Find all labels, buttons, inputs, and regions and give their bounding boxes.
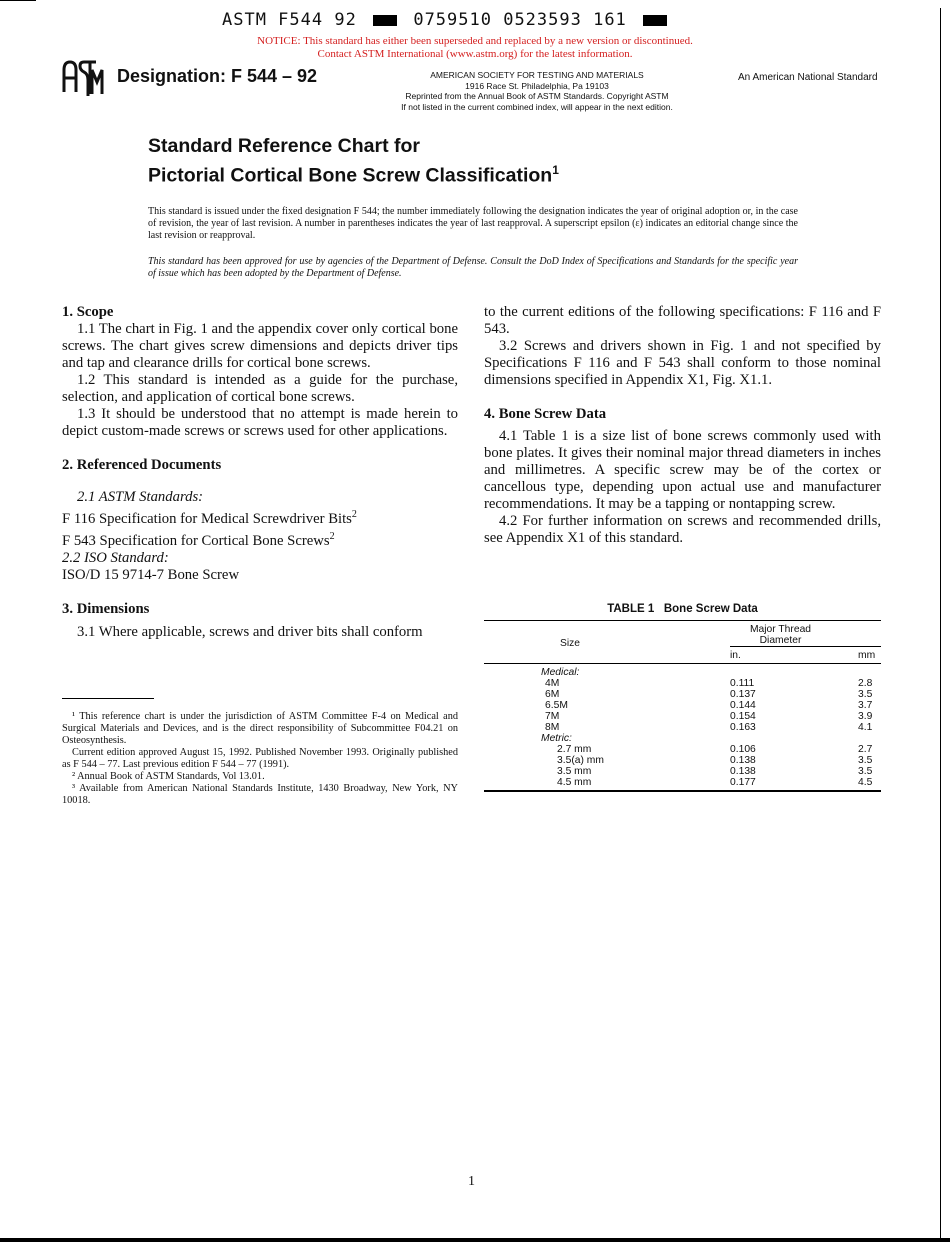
paragraph-4-2: 4.2 For further information on screws and recommended drills, see Appendix X1 of this standard. bbox=[484, 513, 881, 546]
redaction-block-1 bbox=[373, 15, 397, 26]
code-suffix: 0759510 0523593 161 bbox=[413, 10, 627, 30]
table-row bbox=[484, 777, 881, 791]
right-edge-rule bbox=[940, 8, 941, 1238]
paragraph-3-1-continued: to the current editions of the following specifications: F 116 and F 543. bbox=[484, 304, 881, 337]
section-heading-scope: 1. Scope bbox=[62, 304, 114, 320]
cell-size: 8M bbox=[545, 722, 560, 733]
table-header-row-1 bbox=[484, 621, 881, 647]
notice-banner bbox=[150, 35, 800, 61]
iso-standard-text: 2.2 ISO Standard: bbox=[62, 549, 169, 566]
table-row bbox=[484, 766, 881, 777]
section-heading-referenced: 2. Referenced Documents bbox=[62, 457, 222, 473]
footnote-3: ³ Available from American National Standards Institute, 1430 Broadway, New York, NY 10018. bbox=[62, 783, 458, 806]
document-title bbox=[148, 134, 559, 188]
cell-size: 3.5 mm bbox=[557, 766, 592, 777]
cell-in: 0.111 bbox=[730, 678, 755, 689]
top-edge-rule bbox=[0, 0, 36, 1]
column-header-size: Size bbox=[484, 621, 730, 664]
redaction-block-2 bbox=[643, 15, 667, 26]
footnote-1-edition: Current edition approved August 15, 1992. Published November 1993. Originally published as F 544 – 77. Last previous edition F 544 – 77 (1991). bbox=[62, 747, 458, 770]
document-code-line bbox=[222, 10, 672, 30]
reference-f116-sup: 2 bbox=[351, 509, 357, 520]
reference-f543-text: F 543 Specification for Cortical Bone Screws bbox=[62, 532, 330, 549]
publisher-line-4: If not listed in the current combined index, will appear in the next edition. bbox=[401, 101, 673, 112]
cell-mm: 4.5 bbox=[848, 777, 881, 791]
table-row bbox=[484, 711, 881, 722]
paragraph-4-1: 4.1 Table 1 is a size list of bone screws commonly used with bone plates. It gives their nominal major thread diameters in inches and millimetres. A specific screw may be of the cortex or cancellous type, depending upon actual use and manufacturer recommendations. It may be a tapping or nontapping screw. bbox=[484, 428, 881, 512]
cell-size: 3.5(a) mm bbox=[557, 755, 604, 766]
paragraph-1-2: 1.2 This standard is intended as a guide for the purchase, selection, and application of cortical bone screws. bbox=[62, 372, 458, 405]
footnote-2: ² Annual Book of ASTM Standards, Vol 13.01. bbox=[72, 771, 265, 782]
group-medical bbox=[484, 664, 881, 679]
bone-screw-table bbox=[484, 620, 881, 792]
cell-in: 0.144 bbox=[730, 700, 756, 711]
column-header-in: in. bbox=[730, 647, 848, 664]
american-national-standard-label: An American National Standard bbox=[738, 72, 878, 83]
notice-line-1: NOTICE: This standard has either been superseded and replaced by a new version or discontinued. bbox=[257, 35, 693, 47]
publisher-line-2: 1916 Race St. Philadelphia, Pa 19103 bbox=[465, 80, 609, 91]
cell-mm: 3.7 bbox=[858, 700, 873, 711]
code-prefix: ASTM F544 92 bbox=[222, 10, 357, 30]
title-line-1: Standard Reference Chart for bbox=[148, 135, 420, 157]
bottom-edge-rule bbox=[0, 1238, 950, 1242]
cell-in: 0.163 bbox=[730, 722, 756, 733]
cell-mm: 3.5 bbox=[858, 689, 873, 700]
table-title: TABLE 1 Bone Screw Data bbox=[607, 603, 758, 615]
table-row bbox=[484, 722, 881, 733]
table-row bbox=[484, 755, 881, 766]
intro-dod-note: This standard has been approved for use by agencies of the Department of Defense. Consult the DoD Index of Specifications and Standards for the specific year of issue which has been adopted by the Department of Defense. bbox=[148, 256, 798, 279]
title-line-2 bbox=[148, 158, 559, 188]
cell-mm: 3.5 bbox=[858, 755, 873, 766]
footnotes bbox=[62, 711, 458, 807]
cell-in: 0.138 bbox=[730, 755, 756, 766]
footnote-1: ¹ This reference chart is under the jurisdiction of ASTM Committee F-4 on Medical and Surgical Materials and Devices, and is the direct responsibility of Subcommittee F04.21 on Osteosynthesis. bbox=[62, 711, 458, 746]
page-number: 1 bbox=[468, 1174, 475, 1189]
reference-f116 bbox=[62, 506, 458, 528]
paragraph-1-1: 1.1 The chart in Fig. 1 and the appendix cover only cortical bone screws. The chart gives screw dimensions and depicts driver tips and tap and clearance drills for cortical bone screws. bbox=[62, 321, 458, 371]
reference-f543 bbox=[62, 528, 458, 550]
paragraph-3-2: 3.2 Screws and drivers shown in Fig. 1 and not specified by Specifications F 116 and F 543 shall conform to those nominal dimensions specified in Appendix X1, Fig. X1.1. bbox=[484, 338, 881, 388]
publisher-block bbox=[362, 70, 712, 112]
footnote-divider bbox=[62, 698, 154, 699]
title-line-2-text: Pictorial Cortical Bone Screw Classification bbox=[148, 164, 553, 187]
table-row bbox=[484, 700, 881, 711]
paragraph-3-1-start: 3.1 Where applicable, screws and driver bits shall conform bbox=[77, 623, 423, 640]
intro-issuance-note: This standard is issued under the fixed designation F 544; the number immediately following the designation indicates the year of original adoption or, in the case of revision, the year of last revision. A number in parentheses indicates the year of last reapproval. A superscript epsilon (ε) indicates an editorial change since the last revision or reapproval. bbox=[148, 206, 798, 241]
reference-iso: ISO/D 15 9714-7 Bone Screw bbox=[62, 566, 240, 583]
cell-size: 2.7 mm bbox=[557, 744, 592, 755]
right-column bbox=[484, 304, 881, 547]
left-column bbox=[62, 304, 458, 641]
group-metric-label: Metric: bbox=[541, 733, 572, 744]
cell-in: 0.138 bbox=[730, 766, 756, 777]
section-heading-dimensions: 3. Dimensions bbox=[62, 600, 150, 617]
cell-size: 7M bbox=[545, 711, 560, 722]
paragraph-1-3: 1.3 It should be understood that no attempt is made herein to depict custom-made screws or screws used for other applications. bbox=[62, 406, 458, 439]
cell-mm: 3.9 bbox=[858, 711, 873, 722]
cell-size: 6M bbox=[545, 689, 560, 700]
cell-mm: 2.7 bbox=[858, 744, 873, 755]
cell-mm: 4.1 bbox=[858, 722, 873, 733]
astm-logo-icon bbox=[60, 56, 104, 100]
astm-standards-label bbox=[62, 489, 458, 506]
cell-size: 4M bbox=[545, 678, 560, 689]
cell-mm: 2.8 bbox=[858, 678, 873, 689]
section-heading-bone-screw-data: 4. Bone Screw Data bbox=[484, 406, 607, 422]
iso-standard-label bbox=[62, 550, 458, 567]
cell-size: 6.5M bbox=[545, 700, 568, 711]
reference-f116-text: F 116 Specification for Medical Screwdriver Bits bbox=[62, 510, 352, 527]
table-row bbox=[484, 678, 881, 689]
column-header-mm: mm bbox=[848, 647, 881, 664]
cell-in: 0.177 bbox=[730, 777, 848, 791]
designation-label: Designation: F 544 – 92 bbox=[117, 66, 318, 86]
group-metric bbox=[484, 733, 881, 744]
table-row bbox=[484, 689, 881, 700]
cell-size: 4.5 mm bbox=[484, 777, 730, 791]
cell-in: 0.137 bbox=[730, 689, 756, 700]
title-footnote-marker: 1 bbox=[552, 163, 559, 177]
reference-f543-sup: 2 bbox=[329, 530, 335, 542]
publisher-line-3: Reprinted from the Annual Book of ASTM Standards. Copyright ASTM bbox=[405, 91, 669, 101]
cell-mm: 3.5 bbox=[858, 766, 873, 777]
table-row bbox=[484, 744, 881, 755]
table-body bbox=[484, 664, 881, 792]
publisher-line-1: AMERICAN SOCIETY FOR TESTING AND MATERIALS bbox=[430, 70, 644, 80]
cell-in: 0.106 bbox=[730, 744, 756, 755]
group-medical-label: Medical: bbox=[541, 667, 580, 678]
notice-line-2: Contact ASTM International (www.astm.org) for the latest information. bbox=[317, 48, 633, 60]
astm-standards-text: 2.1 ASTM Standards: bbox=[77, 489, 204, 505]
column-header-major-thread-diameter: Major Thread Diameter bbox=[730, 621, 881, 647]
cell-in: 0.154 bbox=[730, 711, 756, 722]
